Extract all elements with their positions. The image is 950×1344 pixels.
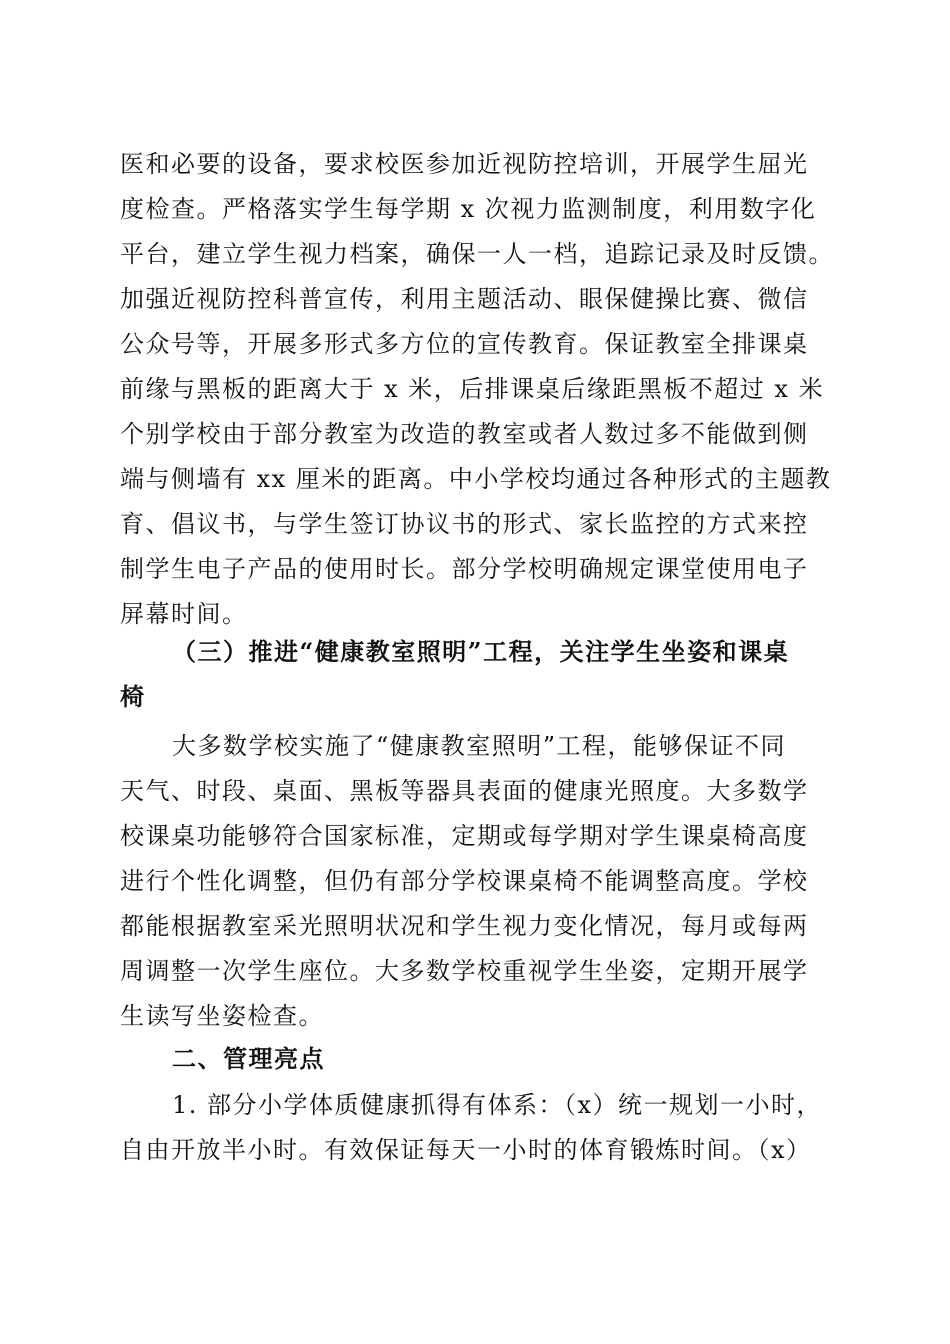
paragraph-line: 自由开放半小时。有效保证每天一小时的体育锻炼时间。（x）	[120, 1136, 812, 1164]
paragraph-line: 公众号等，开展多形式多方位的宣传教育。保证教室全排课桌	[120, 330, 809, 358]
paragraph-line: 度检查。严格落实学生每学期 x 次视力监测制度，利用数字化	[120, 195, 817, 223]
paragraph-line: 制学生电子产品的使用时长。部分学校明确规定课堂使用电子	[120, 555, 809, 583]
paragraph-line: 平台，建立学生视力档案，确保一人一档，追踪记录及时反馈。	[120, 240, 834, 268]
paragraph-line: 医和必要的设备，要求校医参加近视防控培训，开展学生屈光	[120, 150, 809, 178]
heading-line: （三）推进“健康教室照明”工程，关注学生坐姿和课桌	[172, 637, 790, 666]
paragraph-line: 都能根据教室采光照明状况和学生视力变化情况，每月或每两	[120, 912, 809, 940]
paragraph-line: 加强近视防控科普宣传，利用主题活动、眼保健操比赛、微信	[120, 285, 809, 313]
paragraph-line: 育、倡议书，与学生签订协议书的形式、家长监控的方式来控	[120, 510, 809, 538]
paragraph-line: 端与侧墙有 xx 厘米的距离。中小学校均通过各种形式的主题教	[120, 465, 832, 493]
paragraph-line: 校课桌功能够符合国家标准，定期或每学期对学生课桌椅高度	[120, 822, 809, 850]
paragraph-line: 1. 部分小学体质健康抓得有体系：（x）统一规划一小时，	[172, 1091, 823, 1119]
paragraph-line: 大多数学校实施了“健康教室照明”工程，能够保证不同	[172, 732, 787, 760]
paragraph-line: 周调整一次学生座位。大多数学校重视学生坐姿，定期开展学	[120, 957, 809, 985]
paragraph-line: 进行个性化调整，但仍有部分学校课桌椅不能调整高度。学校	[120, 867, 809, 895]
paragraph-line: 生读写坐姿检查。	[120, 1002, 324, 1030]
heading-line: 椅	[120, 682, 146, 711]
paragraph-line: 前缘与黑板的距离大于 x 米，后排课桌后缘距黑板不超过 x 米	[120, 375, 825, 403]
heading-line: 二、管理亮点	[172, 1044, 325, 1073]
paragraph-line: 天气、时段、桌面、黑板等器具表面的健康光照度。大多数学	[120, 777, 809, 805]
paragraph-line: 个别学校由于部分教室为改造的教室或者人数过多不能做到侧	[120, 420, 809, 448]
paragraph-line: 屏幕时间。	[120, 600, 248, 628]
